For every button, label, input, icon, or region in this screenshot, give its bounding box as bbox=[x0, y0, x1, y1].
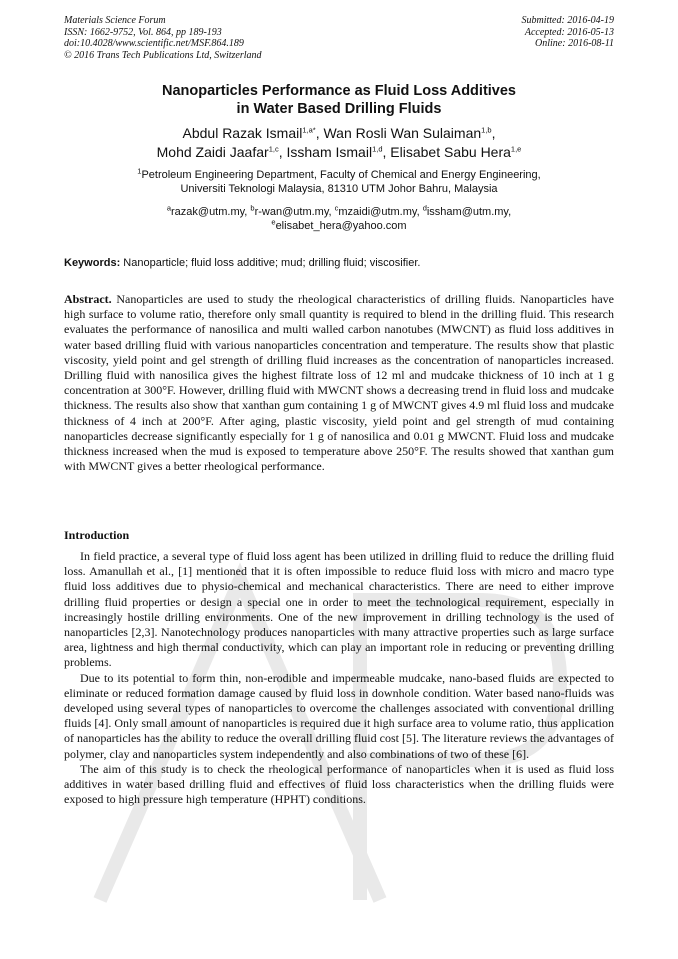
author-affiliation-mark: 1,b bbox=[481, 125, 492, 135]
keywords bbox=[64, 256, 614, 270]
author-line-2 bbox=[64, 143, 614, 162]
publication-dates bbox=[522, 15, 615, 50]
affiliation bbox=[64, 168, 614, 196]
author-name: Mohd Zaidi Jaafar bbox=[156, 144, 269, 160]
paragraph: The aim of this study is to check the rheological performance of nanoparticles when it is used as fluid loss additives in water based drilling fluid and effectives of fluid loss characteristics when the drilling fluids were exposed to high pressure high temperature (HPHT) conditions. bbox=[64, 761, 614, 807]
author-affiliation-mark: 1,e bbox=[510, 144, 522, 154]
author-affiliation-mark: 1,c bbox=[268, 144, 279, 154]
email-line-2: $^e$elisabet_hera@yahoo.com bbox=[271, 217, 407, 232]
paper-title bbox=[64, 82, 614, 118]
author-line-1 bbox=[64, 124, 614, 143]
abstract-label: Abstract. bbox=[64, 292, 112, 306]
title-line-1: Nanoparticles Performance as Fluid Loss Additives bbox=[161, 83, 516, 99]
paragraph: In field practice, a several type of fluid loss agent has been utilized in drilling fluid to reduce the drilling fluid loss. Amanullah et al., [1] mentioned that it is often impossible to reduce fluid loss with micro and macro type fluid loss additives due to physio-chemical and mechanical characteristics. There are need to either improve drilling fluid properties or design a special one in order to meet the technological requirement, especially in increasingly hostile drilling environments. One of the new improvement in drilling technology is the used of nanoparticles [2,3]. Nanotechnology produces nanoparticles with many attractive properties such as large surface area, lightness and high thermal conductivity, which can play an important role in reducing or preventing drilling problems. bbox=[64, 549, 614, 670]
email-line-1: $^a$razak@utm.my, $^b$r-wan@utm.my, $^c$mzaidi@utm.my, $^d$issham@utm.my, bbox=[166, 203, 512, 218]
online-date: Online: 2016-08-11 bbox=[535, 38, 614, 49]
doi-line: doi:10.4028/www.scientific.net/MSF.864.189 bbox=[64, 38, 244, 49]
affiliation-line-2: Universiti Teknologi Malaysia, 81310 UTM Johor Bahru, Malaysia bbox=[180, 183, 498, 195]
author-name: Elisabet Sabu Hera bbox=[390, 144, 511, 160]
author-name: Wan Rosli Wan Sulaiman bbox=[323, 125, 482, 141]
author-separator: , bbox=[315, 125, 324, 141]
abstract-text: Nanoparticles are used to study the rheological characteristics of drilling fluids. Nanoparticles have high surface to volume ratio, therefore only small quantity is required to blend in the drilling fluid. This research evaluates the performance of nanosilica and multi walled carbon nanotubes (MWCNT) as fluid loss additives in water based drilling fluid with various nanoparticles concentration and temperature. The results show that plastic viscosity, yield point and gel strength of drilling fluid increases as the concentration of nanoparticles increased. Drilling fluid with nanosilica gives the highest filtrate loss of 12 ml and mudcake thickness of 10 inch at 1 g concentration at 300°F. However, drilling fluid with MWCNT shows a decreasing trend in fluid loss and mudcake thickness. The results also show that xanthan gum containing 1 g of MWCNT gives 4.9 ml fluid loss and mudcake thickness of 4 inch at 200°F. After aging, plastic viscosity, yield point and gel strength of mud containing nanoparticles decrease significantly especially for 1 g of nanosilica and 0.01 g MWCNT. Fluid loss and mudcake thickness increased when the mud is exposed to temperature above 250°F. The results showed that xanthan gum with MWCNT gives a better rheological performance. bbox=[64, 292, 614, 474]
affiliation-line-1: $^1$Petroleum Engineering Department, Faculty of Chemical and Energy Engineering, bbox=[137, 166, 541, 181]
email-address[interactable]: razak@utm.my, bbox=[171, 206, 251, 218]
publication-info bbox=[64, 15, 262, 61]
accepted-date: Accepted: 2016-05-13 bbox=[524, 26, 614, 38]
email-address[interactable]: mzaidi@utm.my, bbox=[338, 206, 423, 218]
email-address[interactable]: issham@utm.my, bbox=[426, 206, 512, 218]
keywords-label: Keywords: bbox=[64, 257, 121, 269]
submitted-date: Submitted: 2016-04-19 bbox=[521, 15, 614, 26]
author-name: Issham Ismail bbox=[286, 144, 373, 160]
abstract bbox=[64, 292, 614, 474]
author-affiliation-mark: 1,d bbox=[372, 144, 383, 154]
email-address[interactable]: elisabet_hera@yahoo.com bbox=[275, 220, 407, 232]
introduction-body bbox=[64, 549, 614, 807]
title-line-2: in Water Based Drilling Fluids bbox=[236, 101, 442, 117]
author-name: Abdul Razak Ismail bbox=[182, 125, 303, 141]
issn-line: ISSN: 1662-9752, Vol. 864, pp 189-193 bbox=[64, 26, 222, 38]
author-separator: , bbox=[278, 144, 287, 160]
paragraph: Due to its potential to form thin, non-erodible and impermeable mudcake, nano-based fluids are expected to eliminate or reduced formation damage caused by fluid loss in downhole condition. Water based nano-fluids was developed using several types of nanoparticles to overcome the challenges associated with conventional drilling fluids [4]. Only small amount of nanoparticles is required due it high surface area to volume ratio, thus application of nanoparticles has the ability to reduce the overall drilling fluid cost [5]. The literature reviews the advantages of polymer, clay and nanoparticles system independently and also combinations of two of these [6]. bbox=[64, 670, 614, 761]
copyright-line: © 2016 Trans Tech Publications Ltd, Switzerland bbox=[64, 49, 262, 61]
affiliation-mark: 1 bbox=[137, 166, 142, 176]
author-separator: , bbox=[382, 144, 391, 160]
keywords-text: Nanoparticle; fluid loss additive; mud; drilling fluid; viscosifier. bbox=[120, 257, 421, 269]
email-list bbox=[64, 205, 614, 233]
author-list bbox=[64, 124, 614, 162]
email-address[interactable]: r-wan@utm.my, bbox=[254, 206, 335, 218]
journal-name: Materials Science Forum bbox=[64, 15, 166, 26]
author-separator: , bbox=[491, 125, 496, 141]
introduction-heading: Introduction bbox=[64, 528, 130, 542]
author-affiliation-mark: 1,a* bbox=[302, 125, 316, 135]
